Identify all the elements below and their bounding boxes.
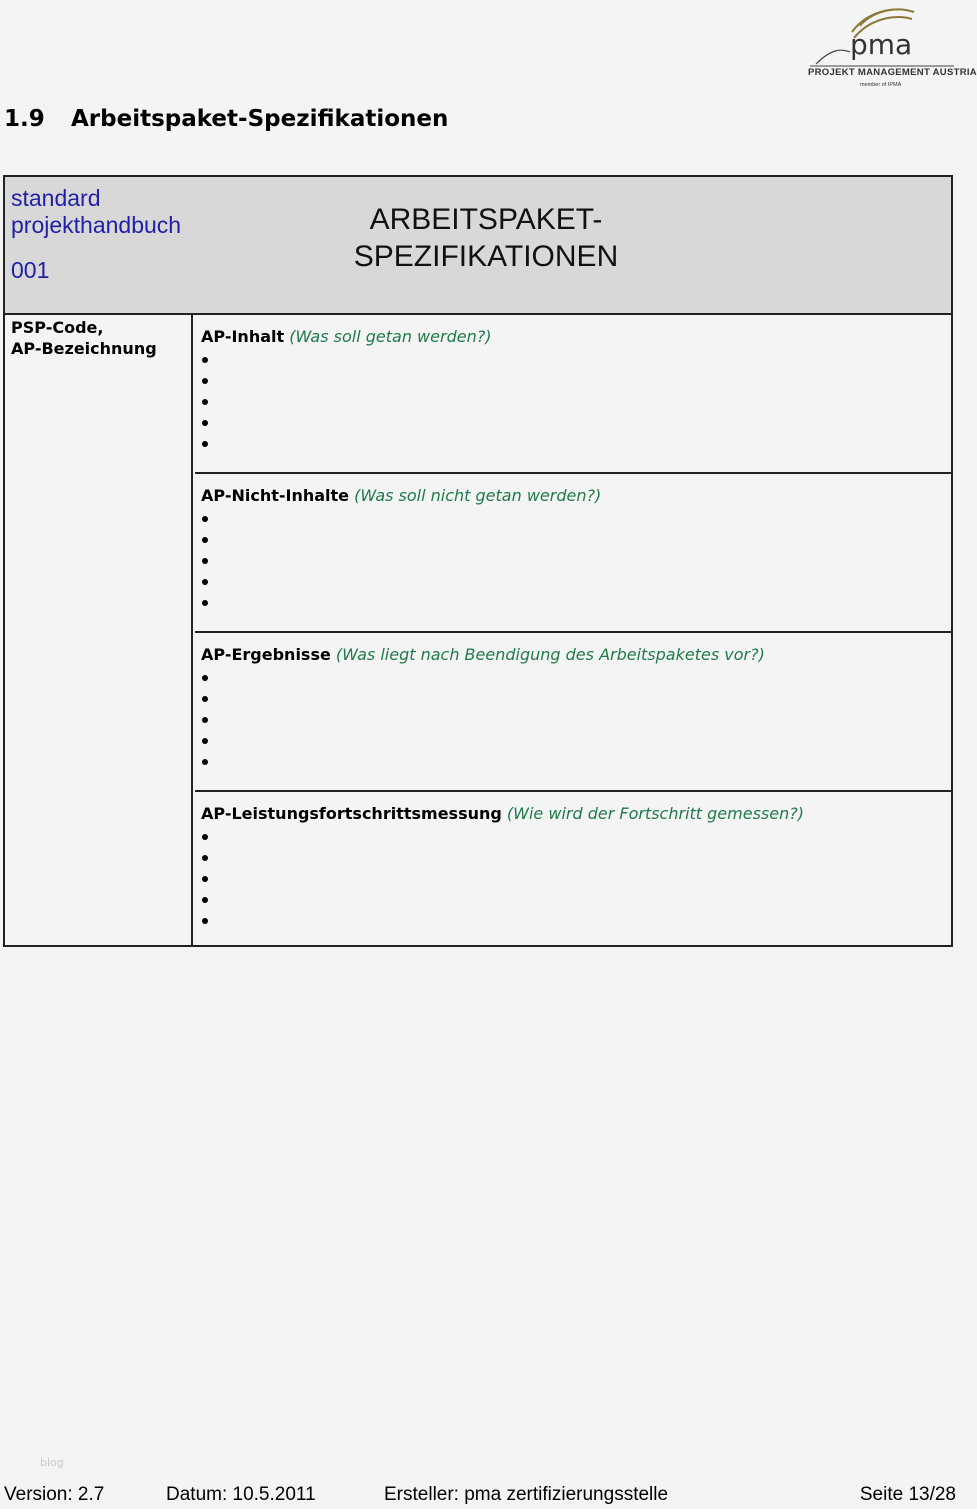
section-label (201, 804, 804, 823)
form-header (5, 177, 951, 315)
section-ap-nicht-inhalte (195, 474, 951, 633)
brand-line2: projekthandbuch (11, 212, 182, 238)
section-label-title: AP-Leistungsfortschrittsmessung (201, 804, 502, 823)
section-heading (4, 106, 448, 132)
footer-author: Ersteller: pma zertifizierungsstelle (384, 1484, 669, 1505)
document-title (290, 201, 682, 275)
section-label-question: (Was soll getan werden?) (289, 327, 492, 346)
section-label (201, 645, 765, 664)
section-label-question: (Wie wird der Fortschritt gemessen?) (506, 804, 804, 823)
pma-logo (806, 2, 977, 92)
section-ap-inhalt (195, 315, 951, 474)
logo-subtitle: PROJEKT MANAGEMENT AUSTRIA (808, 67, 977, 78)
watermark: blog (40, 1456, 64, 1469)
psp-code-column (5, 315, 193, 947)
footer-page: Seite 13/28 (859, 1484, 956, 1505)
psp-code-line1: PSP-Code, (11, 318, 104, 337)
psp-code-label (11, 317, 157, 359)
brand-block (11, 185, 181, 284)
section-label-title: AP-Ergebnisse (201, 645, 331, 664)
logo-name: pma (850, 28, 913, 61)
footer-version: Version: 2.7 (4, 1484, 105, 1505)
section-label-title: AP-Nicht-Inhalte (201, 486, 350, 505)
section-label (201, 327, 491, 346)
section-label-question: (Was liegt nach Beendigung des Arbeitspaketes vor?) (335, 645, 765, 664)
page-footer (0, 1484, 960, 1508)
section-title: Arbeitspaket-Spezifikationen (71, 106, 449, 132)
brand-code: 001 (11, 257, 50, 283)
title-line1: ARBEITSPAKET- (369, 203, 603, 236)
psp-code-line2: AP-Bezeichnung (11, 339, 157, 358)
title-line2: SPEZIFIKATIONEN (353, 240, 619, 273)
section-ap-leistungsfortschrittsmessung (195, 792, 951, 947)
section-ap-ergebnisse (195, 633, 951, 792)
section-label (201, 486, 601, 505)
brand-line1: standard (11, 185, 101, 211)
section-number: 1.9 (4, 106, 45, 132)
logo-tagline: member of IPMA (860, 82, 902, 88)
section-label-title: AP-Inhalt (201, 327, 285, 346)
section-label-question: (Was soll nicht getan werden?) (354, 486, 602, 505)
specification-table (3, 175, 953, 947)
footer-date: Datum: 10.5.2011 (166, 1484, 316, 1505)
